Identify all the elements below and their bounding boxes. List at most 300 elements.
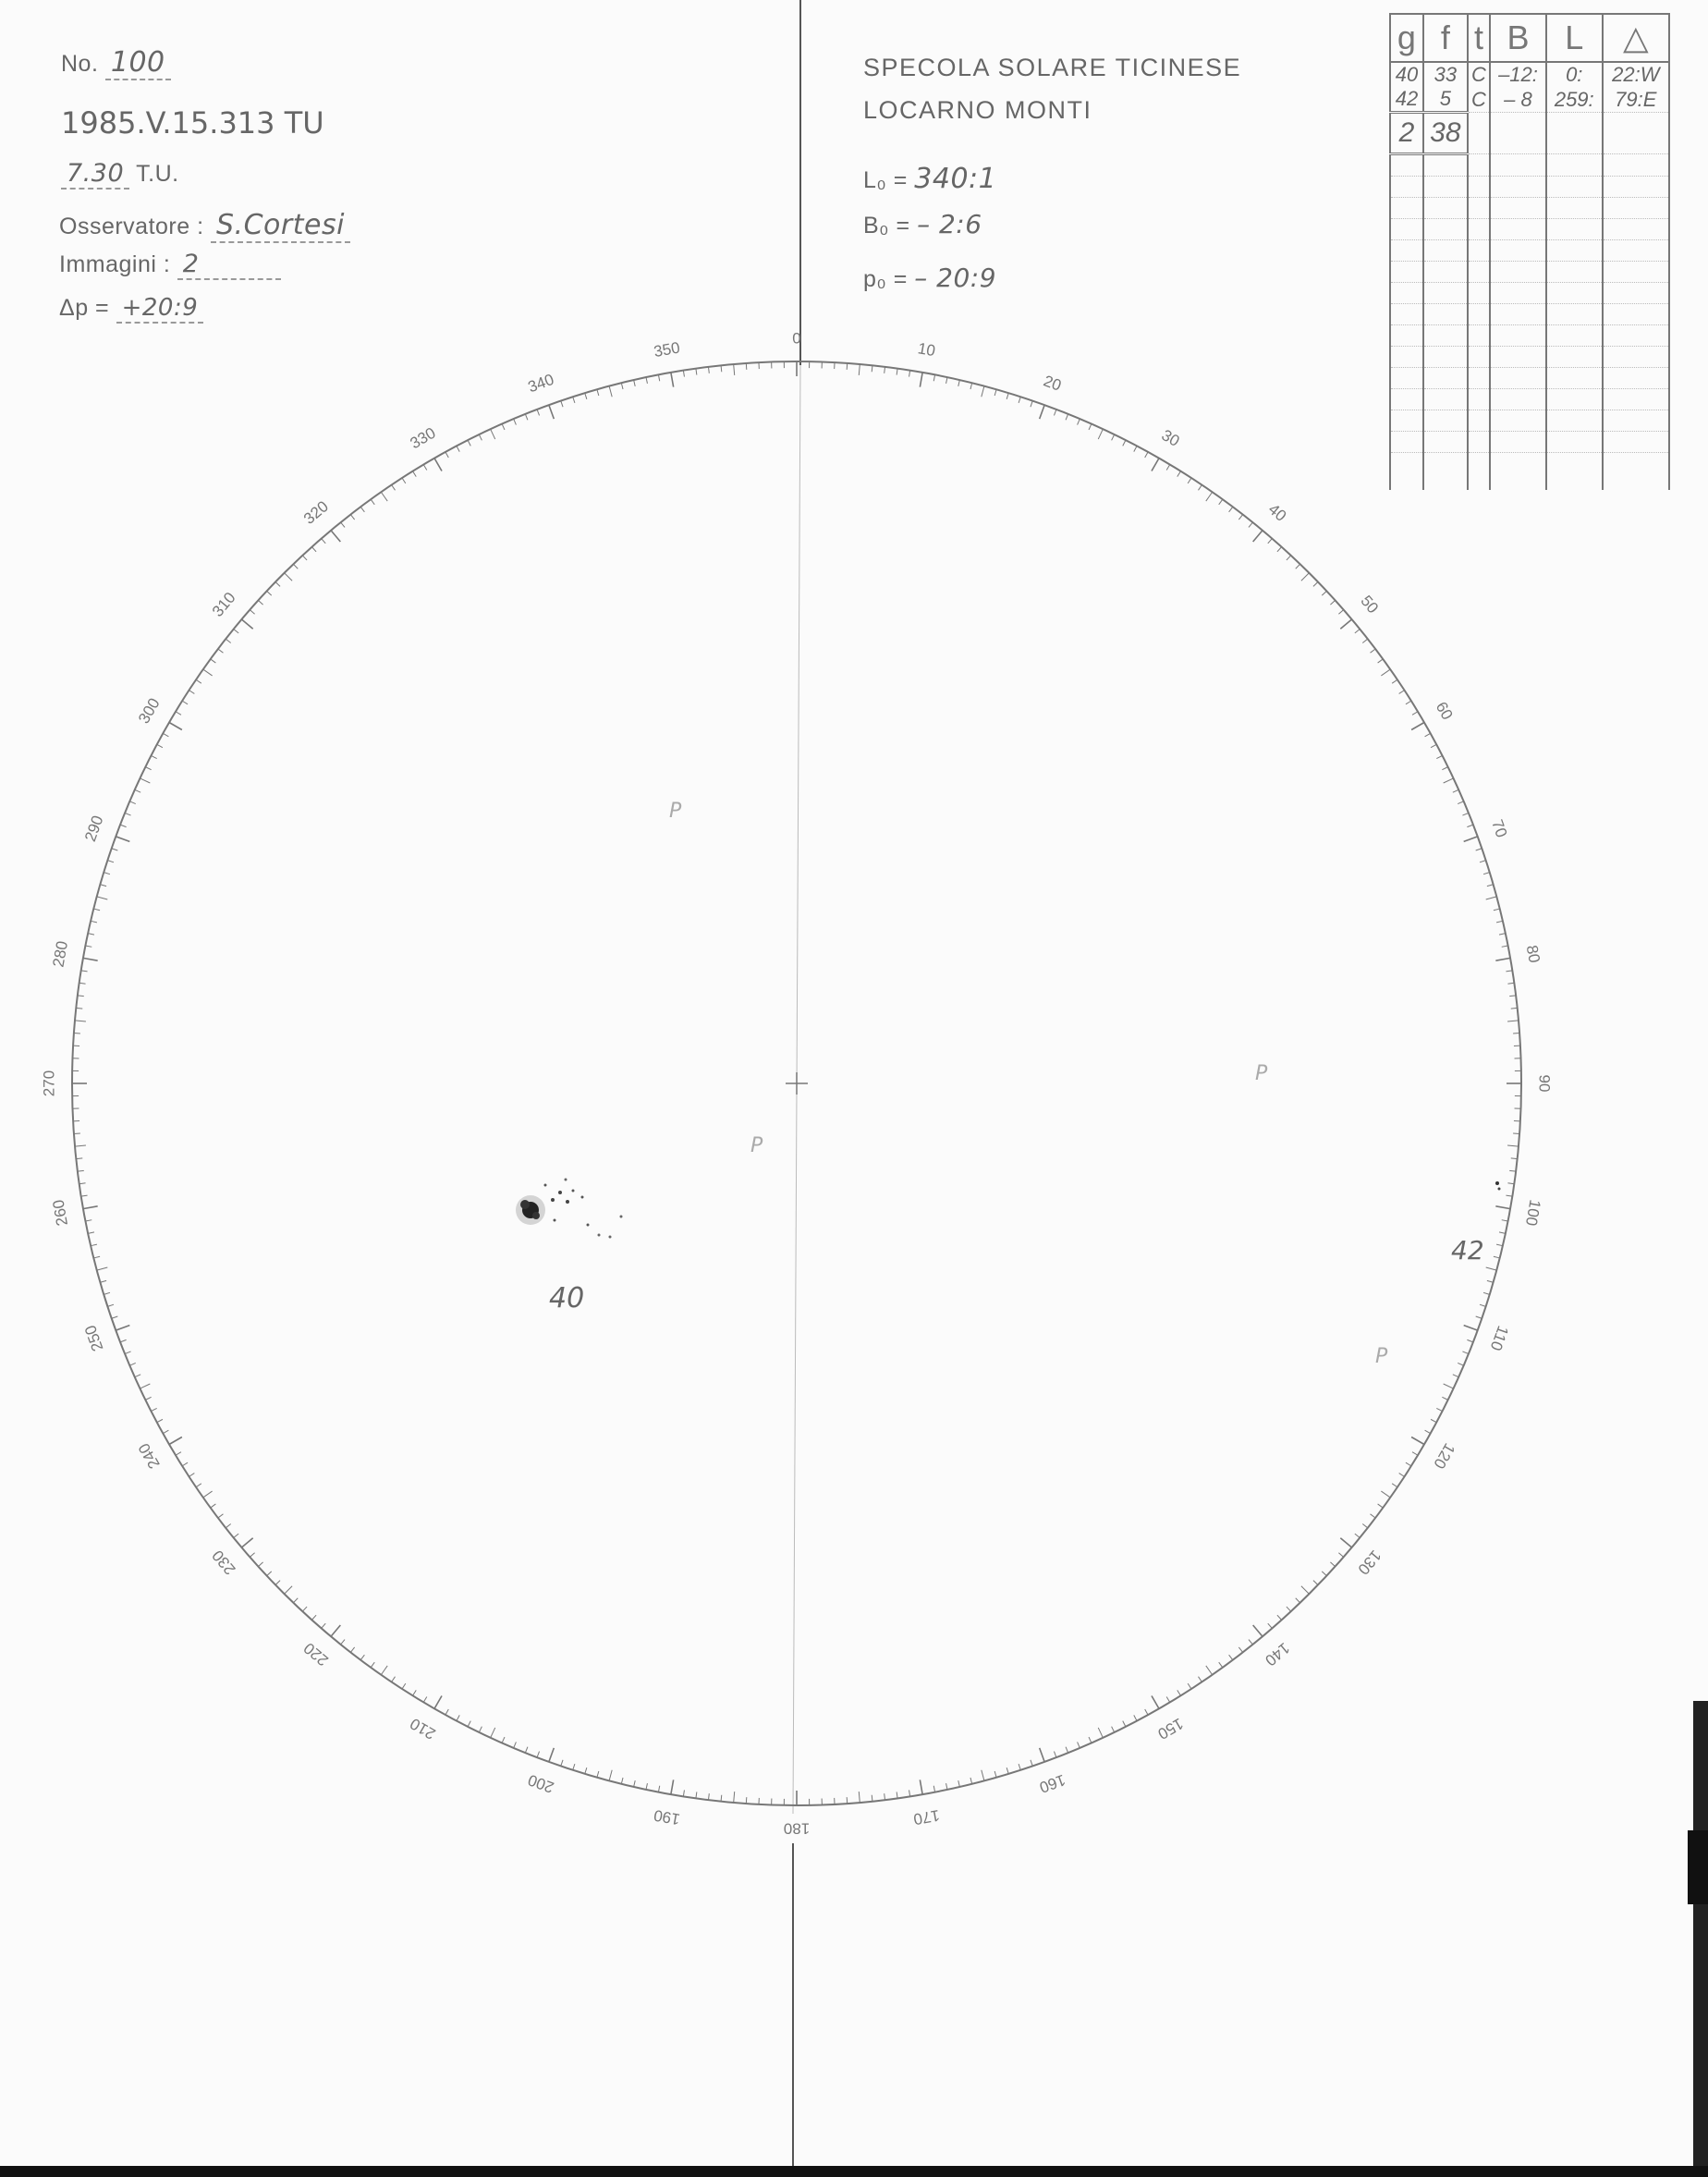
- degree-tick: [1313, 581, 1318, 586]
- cell-g: 42: [1390, 87, 1423, 113]
- degree-tick: [116, 1326, 129, 1330]
- degree-tick: [1338, 1553, 1343, 1558]
- degree-tick: [468, 1721, 470, 1727]
- degree-tick: [909, 371, 910, 377]
- degree-tick: [537, 1752, 540, 1758]
- degree-tick: [468, 440, 470, 446]
- cell-t: C: [1468, 62, 1490, 87]
- degree-tick: [1502, 1220, 1508, 1221]
- facula-mark: P: [1255, 1062, 1268, 1085]
- degree-tick: [609, 386, 612, 397]
- degree-tick: [1330, 600, 1335, 605]
- col-header-delta: △: [1603, 14, 1669, 62]
- degree-tick: [1301, 573, 1309, 581]
- degree-tick: [1511, 1008, 1518, 1009]
- degree-tick: [97, 897, 108, 899]
- degree-tick: [734, 364, 735, 375]
- degree-tick: [859, 1792, 860, 1803]
- degree-tick: [1229, 507, 1233, 512]
- degree-tick: [1152, 1696, 1159, 1709]
- degree-tick: [151, 755, 156, 758]
- degree-tick: [120, 825, 127, 827]
- degree-tick: [1355, 630, 1360, 633]
- degree-label: 260: [49, 1198, 72, 1228]
- degree-label: 90: [1535, 1074, 1554, 1093]
- degree-tick: [1362, 1524, 1368, 1528]
- degree-tick: [561, 401, 563, 408]
- degree-tick: [350, 515, 354, 520]
- degree-tick: [218, 1514, 224, 1518]
- degree-tick: [537, 410, 540, 416]
- degree-tick: [909, 1790, 910, 1796]
- degree-tick: [634, 380, 636, 386]
- degree-tick: [1238, 515, 1242, 520]
- degree-tick: [311, 1615, 316, 1620]
- degree-tick: [585, 1767, 587, 1774]
- degree-tick: [258, 1562, 262, 1567]
- degree-tick: [97, 1267, 108, 1270]
- degree-tick: [1019, 397, 1020, 403]
- degree-label: 130: [1354, 1547, 1385, 1579]
- degree-tick: [1499, 934, 1506, 935]
- degree-tick: [445, 452, 448, 458]
- observation-date: 1985.V.15.313 TU: [61, 105, 324, 141]
- sheet-number-value: 100: [105, 46, 171, 80]
- degree-tick: [1078, 1742, 1080, 1747]
- degree-tick: [85, 1220, 92, 1221]
- degree-tick: [75, 1145, 86, 1146]
- degree-tick: [708, 1793, 709, 1800]
- degree-label: 40: [1264, 500, 1290, 525]
- degree-tick: [76, 1008, 82, 1009]
- degree-tick: [1509, 1170, 1516, 1171]
- sunspot-group-40: [516, 1179, 623, 1239]
- degree-tick: [609, 1770, 612, 1781]
- degree-tick: [350, 1647, 354, 1653]
- degree-label: 50: [1357, 592, 1383, 618]
- L0-label: L₀ =: [863, 167, 908, 193]
- degree-tick: [381, 492, 387, 501]
- scan-edge-mark: [1688, 1830, 1708, 1904]
- degree-label: 330: [407, 423, 439, 453]
- degree-tick: [135, 1375, 140, 1377]
- degree-tick: [1177, 471, 1181, 477]
- degree-tick: [267, 591, 272, 595]
- degree-tick: [157, 1419, 163, 1422]
- degree-tick: [250, 610, 254, 615]
- degree-label: 70: [1488, 817, 1511, 840]
- degree-tick: [1431, 744, 1436, 747]
- degree-label: 310: [208, 588, 239, 620]
- degree-label: 150: [1154, 1714, 1187, 1743]
- degree-tick: [1296, 1598, 1300, 1603]
- degree-label: 60: [1432, 699, 1457, 723]
- degree-tick: [920, 373, 922, 387]
- degree-tick: [1188, 478, 1191, 483]
- degree-tick: [1145, 452, 1148, 458]
- degree-tick: [79, 1183, 86, 1184]
- degree-tick: [1040, 1748, 1044, 1762]
- degree-tick: [933, 1786, 934, 1792]
- degree-tick: [226, 1524, 231, 1528]
- degree-tick: [392, 485, 396, 491]
- degree-tick: [1425, 733, 1431, 736]
- degree-label: 290: [80, 813, 107, 844]
- degree-tick: [360, 1655, 364, 1660]
- observer-value: S.Cortesi: [211, 209, 350, 243]
- degree-tick: [1066, 1747, 1068, 1753]
- degree-tick: [381, 1666, 387, 1675]
- facula-mark: P: [1375, 1345, 1388, 1368]
- degree-tick: [1436, 755, 1442, 758]
- degree-tick: [413, 1690, 417, 1695]
- degree-tick: [129, 801, 135, 804]
- degree-tick: [445, 1709, 448, 1715]
- group-label-42: 42: [1451, 1235, 1484, 1266]
- degree-tick: [696, 369, 697, 375]
- degree-tick: [211, 1504, 216, 1508]
- degree-label: 190: [652, 1805, 682, 1828]
- scan-edge-strip: [1693, 1701, 1708, 2177]
- cell-B: –12:: [1490, 62, 1546, 87]
- degree-tick: [734, 1792, 735, 1803]
- degree-tick: [176, 712, 181, 715]
- degree-tick: [1509, 996, 1516, 997]
- degree-tick: [502, 1737, 505, 1743]
- degree-tick: [88, 1232, 94, 1233]
- degree-tick: [634, 1780, 636, 1787]
- degree-tick: [145, 1397, 151, 1400]
- observation-time-value: 7.30: [61, 159, 129, 190]
- degree-tick: [671, 373, 674, 387]
- degree-tick: [994, 1771, 996, 1778]
- col-header-f: f: [1423, 14, 1468, 62]
- degree-tick: [884, 1793, 885, 1800]
- degree-tick: [1412, 1452, 1418, 1456]
- degree-label: 20: [1041, 372, 1064, 395]
- degree-tick: [226, 639, 231, 642]
- degree-tick: [176, 1452, 181, 1456]
- degree-tick: [78, 1170, 84, 1171]
- total-f: 38: [1423, 113, 1468, 154]
- cell-delta: 79:E: [1603, 87, 1669, 113]
- degree-tick: [573, 397, 575, 403]
- degree-tick: [479, 1727, 482, 1732]
- degree-tick: [107, 1304, 114, 1306]
- observatory-location: LOCARNO MONTI: [863, 96, 1092, 124]
- cell-g: 40: [1390, 62, 1423, 87]
- degree-tick: [1458, 1363, 1463, 1365]
- degree-tick: [1371, 1514, 1376, 1518]
- degree-tick: [1238, 1647, 1242, 1653]
- degree-tick: [341, 1640, 345, 1645]
- degree-tick: [371, 499, 374, 505]
- degree-tick: [1253, 531, 1263, 542]
- degree-tick: [331, 1625, 340, 1636]
- degree-tick: [1499, 1232, 1506, 1233]
- degree-tick: [76, 1158, 82, 1159]
- degree-tick: [402, 478, 406, 483]
- degree-tick: [112, 1316, 118, 1318]
- degree-tick: [1322, 591, 1326, 595]
- degree-tick: [1381, 1491, 1390, 1498]
- degree-tick: [1112, 1727, 1115, 1732]
- degree-tick: [658, 1786, 659, 1792]
- degree-tick: [91, 1244, 97, 1246]
- degree-tick: [129, 1363, 135, 1365]
- degree-tick: [1362, 639, 1368, 642]
- degree-tick: [1378, 659, 1384, 663]
- degree-tick: [970, 383, 972, 389]
- degree-tick: [1453, 1375, 1458, 1377]
- degree-tick: [423, 465, 427, 471]
- degree-label: 30: [1158, 426, 1183, 450]
- degree-tick: [946, 1783, 947, 1790]
- degree-tick: [1506, 1195, 1512, 1196]
- degree-tick: [958, 1780, 960, 1787]
- degree-tick: [182, 1462, 188, 1466]
- degree-label: 200: [525, 1770, 556, 1797]
- degree-tick: [1098, 1728, 1103, 1738]
- degree-tick: [83, 958, 98, 960]
- degree-label: 10: [916, 339, 937, 361]
- degree-tick: [1464, 1326, 1478, 1330]
- degree-tick: [1467, 825, 1473, 827]
- degree-tick: [1411, 1437, 1424, 1445]
- degree-tick: [1123, 1721, 1126, 1727]
- scan-bottom-edge: [0, 2166, 1708, 2177]
- degree-tick: [646, 1783, 647, 1790]
- degree-tick: [970, 1778, 972, 1784]
- degree-tick: [1431, 1419, 1436, 1422]
- cell-f: 33: [1423, 62, 1468, 87]
- degree-tick: [708, 367, 709, 373]
- degree-tick: [1436, 1408, 1442, 1411]
- degree-tick: [1066, 414, 1068, 420]
- degree-tick: [658, 374, 659, 381]
- degree-tick: [479, 434, 482, 440]
- degree-tick: [91, 921, 97, 923]
- degree-label: 170: [911, 1805, 942, 1828]
- degree-tick: [78, 996, 84, 997]
- degree-tick: [1219, 499, 1223, 505]
- degree-tick: [322, 1623, 326, 1628]
- images-value: 2: [177, 250, 281, 280]
- observation-time-unit: T.U.: [136, 161, 179, 187]
- degree-tick: [112, 849, 118, 850]
- degree-tick: [275, 1581, 280, 1585]
- degree-tick: [1412, 712, 1418, 715]
- degree-tick: [250, 1553, 254, 1558]
- cell-delta: 22:W: [1603, 62, 1669, 87]
- degree-label: 280: [49, 939, 72, 969]
- degree-tick: [1507, 1183, 1514, 1184]
- degree-tick: [1134, 446, 1137, 451]
- degree-tick: [1392, 679, 1397, 683]
- degree-tick: [1166, 465, 1170, 471]
- degree-tick: [157, 744, 163, 747]
- degree-tick: [585, 393, 587, 399]
- degree-tick: [258, 600, 262, 605]
- total-g: 2: [1390, 113, 1423, 154]
- degree-tick: [1495, 1206, 1510, 1209]
- cell-L: 259:: [1546, 87, 1603, 113]
- degree-tick: [646, 377, 647, 384]
- degree-tick: [125, 1351, 130, 1354]
- degree-tick: [1507, 983, 1514, 984]
- degree-tick: [491, 429, 495, 439]
- degree-tick: [100, 1280, 106, 1282]
- degree-tick: [457, 1715, 459, 1720]
- degree-tick: [107, 861, 114, 862]
- degree-tick: [140, 778, 150, 783]
- degree-tick: [88, 934, 94, 935]
- degree-tick: [958, 380, 960, 386]
- cell-f: 5: [1423, 87, 1468, 113]
- degree-tick: [1287, 1607, 1291, 1611]
- degree-tick: [182, 701, 188, 704]
- degree-tick: [1480, 861, 1486, 862]
- degree-tick: [1040, 405, 1044, 419]
- images-label: Immagini :: [59, 251, 171, 277]
- degree-tick: [683, 371, 684, 377]
- degree-tick: [933, 374, 934, 381]
- degree-tick: [234, 1534, 238, 1537]
- degree-tick: [1089, 424, 1092, 430]
- degree-tick: [1442, 1397, 1447, 1400]
- degree-tick: [392, 1677, 396, 1682]
- degree-label: 340: [525, 370, 556, 397]
- P0-number: – 20:9: [914, 263, 997, 293]
- degree-label: 160: [1037, 1770, 1068, 1797]
- degree-tick: [125, 813, 130, 815]
- degree-tick: [1330, 1562, 1335, 1567]
- degree-tick: [1486, 1267, 1497, 1270]
- degree-tick: [402, 1683, 406, 1689]
- degree-tick: [1425, 1430, 1431, 1433]
- degree-tick: [549, 1748, 554, 1762]
- degree-tick: [1188, 1683, 1191, 1689]
- degree-tick: [1019, 1764, 1020, 1770]
- degree-tick: [1249, 1640, 1252, 1645]
- degree-label: 270: [40, 1070, 58, 1097]
- degree-tick: [1406, 1462, 1411, 1466]
- degree-tick: [285, 1586, 292, 1594]
- degree-tick: [1496, 921, 1503, 923]
- degree-tick: [203, 1491, 213, 1498]
- degree-tick: [79, 983, 86, 984]
- degree-tick: [561, 1760, 563, 1767]
- degree-tick: [1098, 429, 1103, 439]
- degree-tick: [1198, 485, 1202, 491]
- degree-label: 350: [652, 338, 682, 361]
- degree-label: 250: [80, 1323, 107, 1354]
- degree-tick: [163, 1430, 168, 1433]
- degree-tick: [1507, 1145, 1519, 1146]
- degree-tick: [413, 471, 417, 477]
- degree-tick: [1277, 1615, 1282, 1620]
- B0-number: – 2:6: [917, 209, 982, 239]
- degree-tick: [671, 1780, 674, 1794]
- degree-tick: [434, 459, 442, 471]
- degree-tick: [1249, 522, 1252, 527]
- degree-tick: [920, 1780, 922, 1794]
- degree-tick: [1031, 401, 1032, 408]
- degree-tick: [1268, 539, 1273, 544]
- degree-tick: [1462, 1351, 1468, 1354]
- degree-tick: [218, 649, 224, 653]
- cell-L: 0:: [1546, 62, 1603, 87]
- degree-tick: [1378, 1504, 1384, 1508]
- degree-tick: [1464, 837, 1478, 841]
- degree-tick: [293, 564, 298, 569]
- degree-tick: [525, 414, 528, 420]
- degree-tick: [514, 419, 517, 424]
- degree-tick: [1145, 1709, 1148, 1715]
- degree-tick: [85, 946, 92, 947]
- P0-label: p₀ =: [863, 266, 908, 292]
- degree-tick: [1355, 1534, 1360, 1537]
- degree-tick: [502, 424, 505, 430]
- degree-tick: [1462, 813, 1468, 815]
- degree-tick: [189, 1474, 194, 1477]
- degree-tick: [514, 1742, 517, 1747]
- degree-tick: [104, 1292, 110, 1294]
- degree-tick: [1338, 610, 1343, 615]
- degree-tick: [994, 389, 996, 396]
- degree-label: 100: [1521, 1198, 1544, 1228]
- degree-tick: [1476, 849, 1482, 850]
- col-header-L: L: [1546, 14, 1603, 62]
- degree-tick: [1495, 958, 1510, 960]
- L0-number: 340:1: [914, 163, 997, 195]
- degree-tick: [1494, 1256, 1500, 1258]
- degree-label: 230: [208, 1547, 239, 1579]
- degree-tick: [1268, 1623, 1273, 1628]
- delta-p-label: Δp =: [59, 295, 110, 321]
- degree-label: 140: [1262, 1639, 1293, 1669]
- degree-tick: [1381, 669, 1390, 676]
- degree-tick: [696, 1792, 697, 1798]
- degree-tick: [884, 367, 885, 373]
- degree-tick: [1006, 1767, 1008, 1774]
- degree-tick: [1506, 971, 1512, 972]
- degree-tick: [169, 1437, 182, 1445]
- degree-label: 180: [783, 1819, 811, 1838]
- degree-tick: [1399, 1474, 1405, 1477]
- col-header-t: t: [1468, 14, 1490, 62]
- degree-tick: [423, 1696, 427, 1702]
- delta-p-value: +20:9: [116, 294, 204, 324]
- degree-tick: [1444, 1384, 1454, 1388]
- degree-tick: [1277, 547, 1282, 552]
- degree-tick: [859, 364, 860, 375]
- degree-tick: [1511, 1158, 1518, 1159]
- degree-tick: [311, 547, 316, 552]
- degree-tick: [1444, 778, 1454, 783]
- group-label-40: 40: [549, 1282, 585, 1315]
- degree-tick: [1177, 1690, 1181, 1695]
- degree-tick: [371, 1662, 374, 1668]
- degree-tick: [93, 909, 100, 911]
- degree-tick: [145, 767, 151, 770]
- col-header-g: g: [1390, 14, 1423, 62]
- degree-tick: [1442, 767, 1447, 770]
- degree-tick: [946, 377, 947, 384]
- degree-tick: [1198, 1677, 1202, 1682]
- degree-tick: [267, 1572, 272, 1576]
- degree-tick: [1031, 1760, 1032, 1767]
